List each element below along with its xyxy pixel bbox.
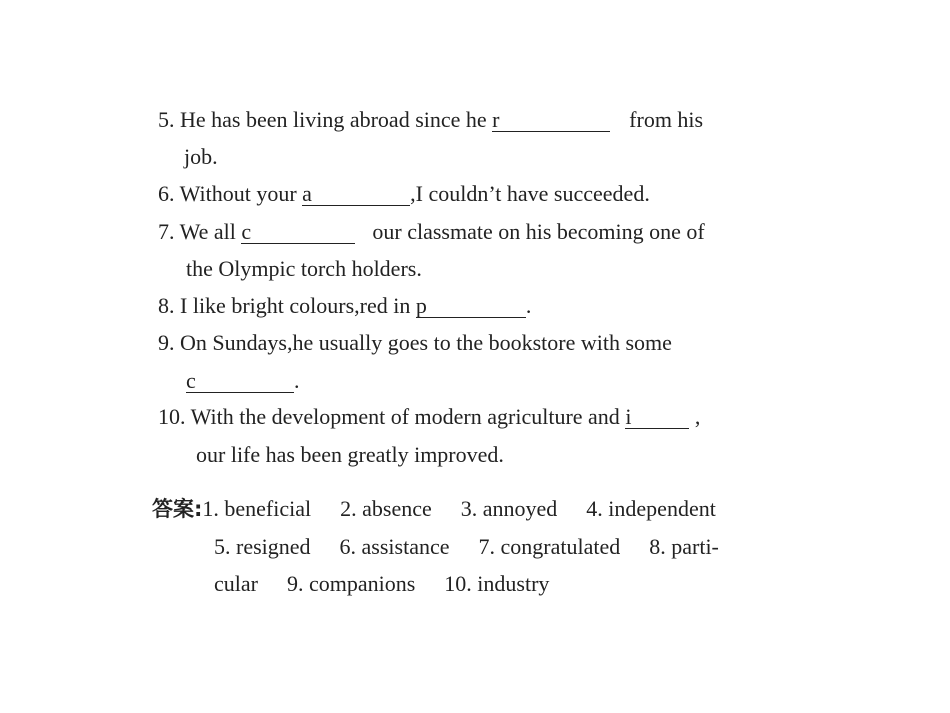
question-text: Without your [179,181,297,206]
answer-blank: r [492,109,610,132]
answer-item: 1. beneficial [202,496,312,521]
question-text: We all [179,219,236,244]
answer-blank: p [416,295,526,318]
question-5-continuation: job. [184,144,218,169]
answer-item: 9. companions [286,571,416,596]
answer-item: 7. congratulated [478,534,621,559]
question-9-continuation [186,368,300,394]
answer-item: 10. industry [444,571,550,596]
question-text: our classmate on his becoming one of [372,219,705,244]
question-number: 7. [158,219,175,244]
question-number: 6. [158,181,175,206]
answers-line-1 [152,496,716,522]
answer-item: 5. resigned [214,534,311,559]
answer-blank: a [302,183,410,206]
answer-blank: i [625,406,689,429]
question-number: 8. [158,293,175,318]
question-9 [158,330,672,356]
question-number: 9. [158,330,175,355]
question-5 [158,107,703,133]
question-7-continuation: the Olympic torch holders. [186,256,422,281]
question-text: He has been living abroad since he [180,107,487,132]
question-text: With the development of modern agriculture and [190,404,620,429]
answer-blank: c [186,370,294,393]
answers-label: 答案: [152,497,203,521]
question-text: from his [629,107,704,132]
answers-line-3 [214,571,549,597]
question-text: ,I couldn’t have succeeded. [410,181,650,206]
answer-item: 4. independent [586,496,716,521]
question-number: 5. [158,107,175,132]
answer-blank: c [241,221,355,244]
answer-item: 6. assistance [339,534,450,559]
question-text: . [525,293,532,318]
question-text: , [694,404,701,429]
answers-line-2 [214,534,719,560]
question-text: On Sundays,he usually goes to the bookstore with some [180,330,672,355]
question-10 [158,404,700,430]
question-6 [158,181,650,207]
answer-item: 2. absence [340,496,432,521]
answer-item: 3. annoyed [460,496,558,521]
question-number: 10. [158,404,186,429]
answer-item: cular [214,571,258,596]
answer-item: 8. parti- [649,534,719,559]
question-text: . [294,368,300,393]
question-10-continuation: our life has been greatly improved. [196,442,504,467]
question-7 [158,219,705,245]
question-text: I like bright colours,red in [180,293,411,318]
question-8 [158,293,531,319]
